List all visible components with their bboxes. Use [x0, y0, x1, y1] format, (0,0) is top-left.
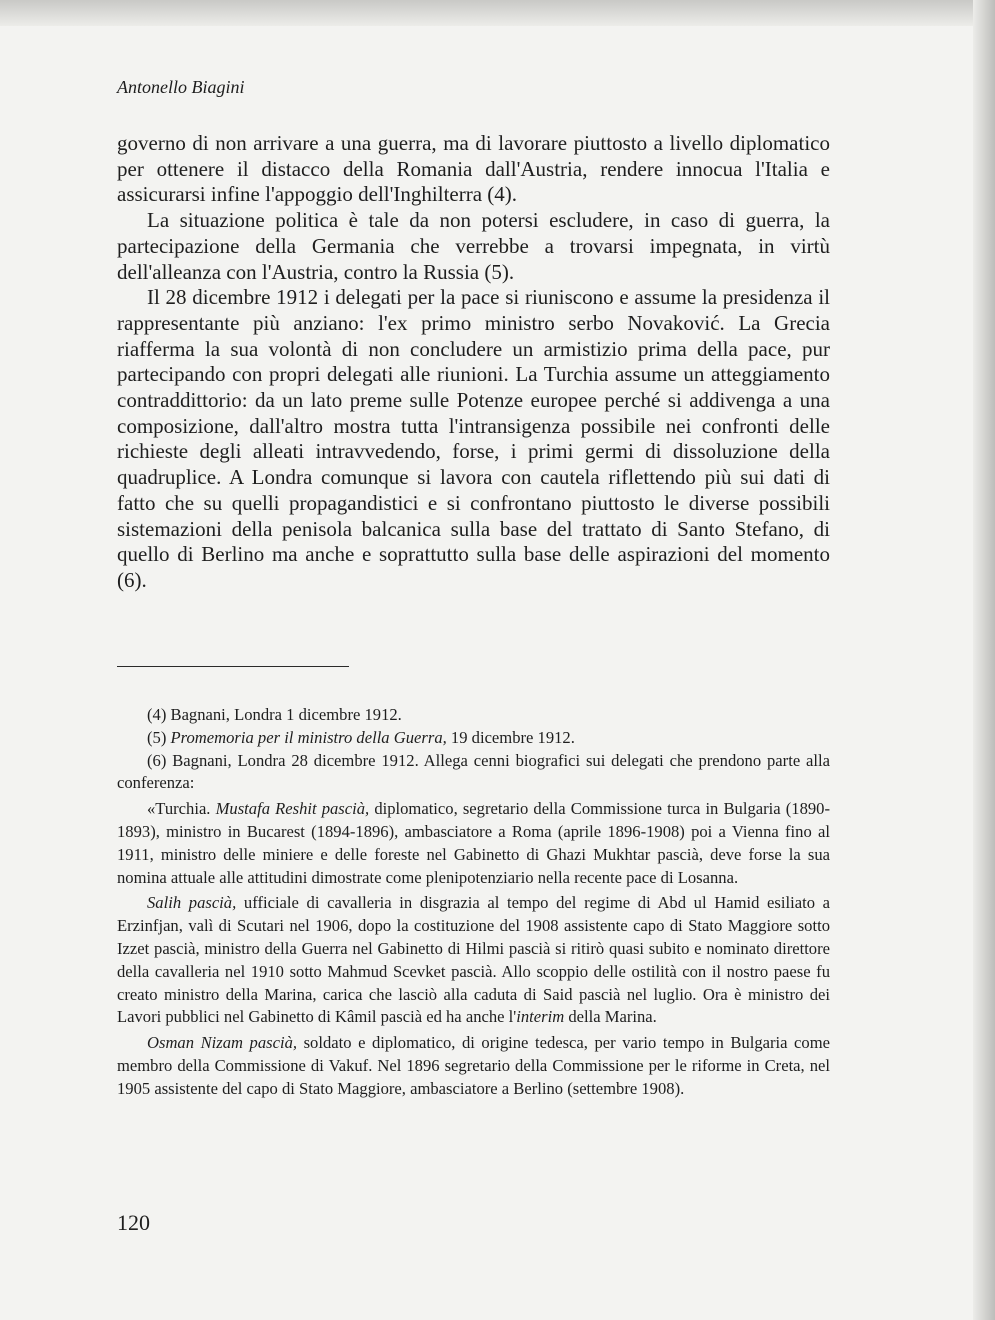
paragraph-2: La situazione politica è tale da non potersi escludere, in caso di guerra, la partecipazione della Germania che verrebbe a trovarsi impegnata, in virtù dell'alleanza con l'Austria, contro la Russia (5).: [117, 208, 830, 284]
salih-interim: interim: [516, 1007, 565, 1027]
turchia-name: Mustafa Reshit pascià,: [215, 799, 370, 819]
paragraph-3: Il 28 dicembre 1912 i delegati per la pace si riuniscono e assume la presidenza il rappresentante più anziano: l'ex primo ministro serbo Novaković. La Grecia riafferma la sua volontà di non concludere un armistizio prima della pace, pur partecipando con propri delegati alle riunioni. La Turchia assume un atteggiamento contraddittorio: da un lato preme sulle Potenze europee perché si addivenga a una composizione, dall'altro mostra tutta l'intransigenza possibile nei confronti delle richieste degli alleati intravvedendo, forse, i primi germi di dissoluzione della quadruplice. A Londra comunque si lavora con cautela riflettendo più sui dati di fatto che su quelli propagandistici e si confrontano piuttosto le diverse possibili sistemazioni della penisola balcanica sulla base del trattato di Santo Stefano, di quello di Berlino ma anche e soprattutto sulla base delle aspirazioni del momento (6).: [117, 285, 830, 592]
footnote-4: (4) Bagnani, Londra 1 dicembre 1912.: [147, 705, 402, 724]
footnote-6-salih: [117, 892, 830, 1029]
footnote-5: [117, 727, 830, 750]
footnote-6-osman: [117, 1032, 830, 1100]
salih-end: della Marina.: [568, 1007, 657, 1027]
main-text: [117, 131, 830, 594]
turchia-text: diplomatico, segretario della Commissione turca in Bulgaria (1890-1893), ministro in Bucarest (1894-1896), ambasciatore a Roma (aprile 1896-1908) poi a Vienna fino al 1911, ministro delle miniere e delle foreste nel Gabinetto di Ghazi Mukhtar pascià, deve forse la sua nomina attuale alle attitudini dimostrate come plenipotenziario nella recente pace di Losanna.: [117, 799, 830, 887]
footnote-5-date: 19 dicembre 1912.: [450, 727, 575, 747]
paragraph-1: governo di non arrivare a una guerra, ma di lavorare piuttosto a livello diplomatico per ottenere il distacco della Romania dall'Austria, rendere innocua l'Italia e assicurarsi infine l'appoggio dell'Inghilterra (4).: [117, 131, 830, 207]
scan-shadow-right: [973, 0, 995, 1320]
footnote-6-turchia: [117, 798, 830, 889]
turchia-lead: «Turchia.: [147, 799, 211, 819]
osman-name: Osman Nizam pascià,: [147, 1033, 298, 1053]
footnote-5-title: Promemoria per il ministro della Guerra,: [170, 727, 447, 747]
footnotes: [117, 704, 830, 1104]
footnote-rule: [117, 666, 349, 667]
footnote-5-number: (5): [147, 727, 167, 747]
running-header: Antonello Biagini: [117, 77, 245, 97]
osman-text: soldato e diplomatico, di origine tedesca, per vario tempo in Bulgaria come membro della Commissione di Vakuf. Nel 1896 segretario della Commissione per le riforme in Creta, nel 1905 assistente del capo di Stato Maggiore, ambasciatore a Berlino (settembre 1908).: [117, 1033, 830, 1098]
footnote-6: (6) Bagnani, Londra 28 dicembre 1912. Allega cenni biografici sui delegati che prendono parte alla conferenza:: [117, 750, 830, 793]
salih-text: ufficiale di cavalleria in disgrazia al tempo del regime di Abd ul Hamid esiliato a Erzinfjan, valì di Scutari nel 1906, dopo la costituzione del 1908 assistente capo di Stato Maggiore sotto Izzet pascià, ministro della Guerra nel Gabinetto di Hilmi pascià si ritirò quasi subito e nominato direttore della cavalleria nel 1910 sotto Mahmud Scevket pascià. Allo scoppio delle ostilità con il nostro paese fu creato ministro della Marina, carica che lasciò alla caduta di Said pascià nel luglio. Ora è ministro dei Lavori pubblici nel Gabinetto di Kâmil pascià ed ha anche l': [117, 893, 831, 1027]
scan-shadow-top: [0, 0, 995, 26]
page-number: 120: [117, 1210, 150, 1235]
salih-name: Salih pascià,: [147, 893, 237, 913]
